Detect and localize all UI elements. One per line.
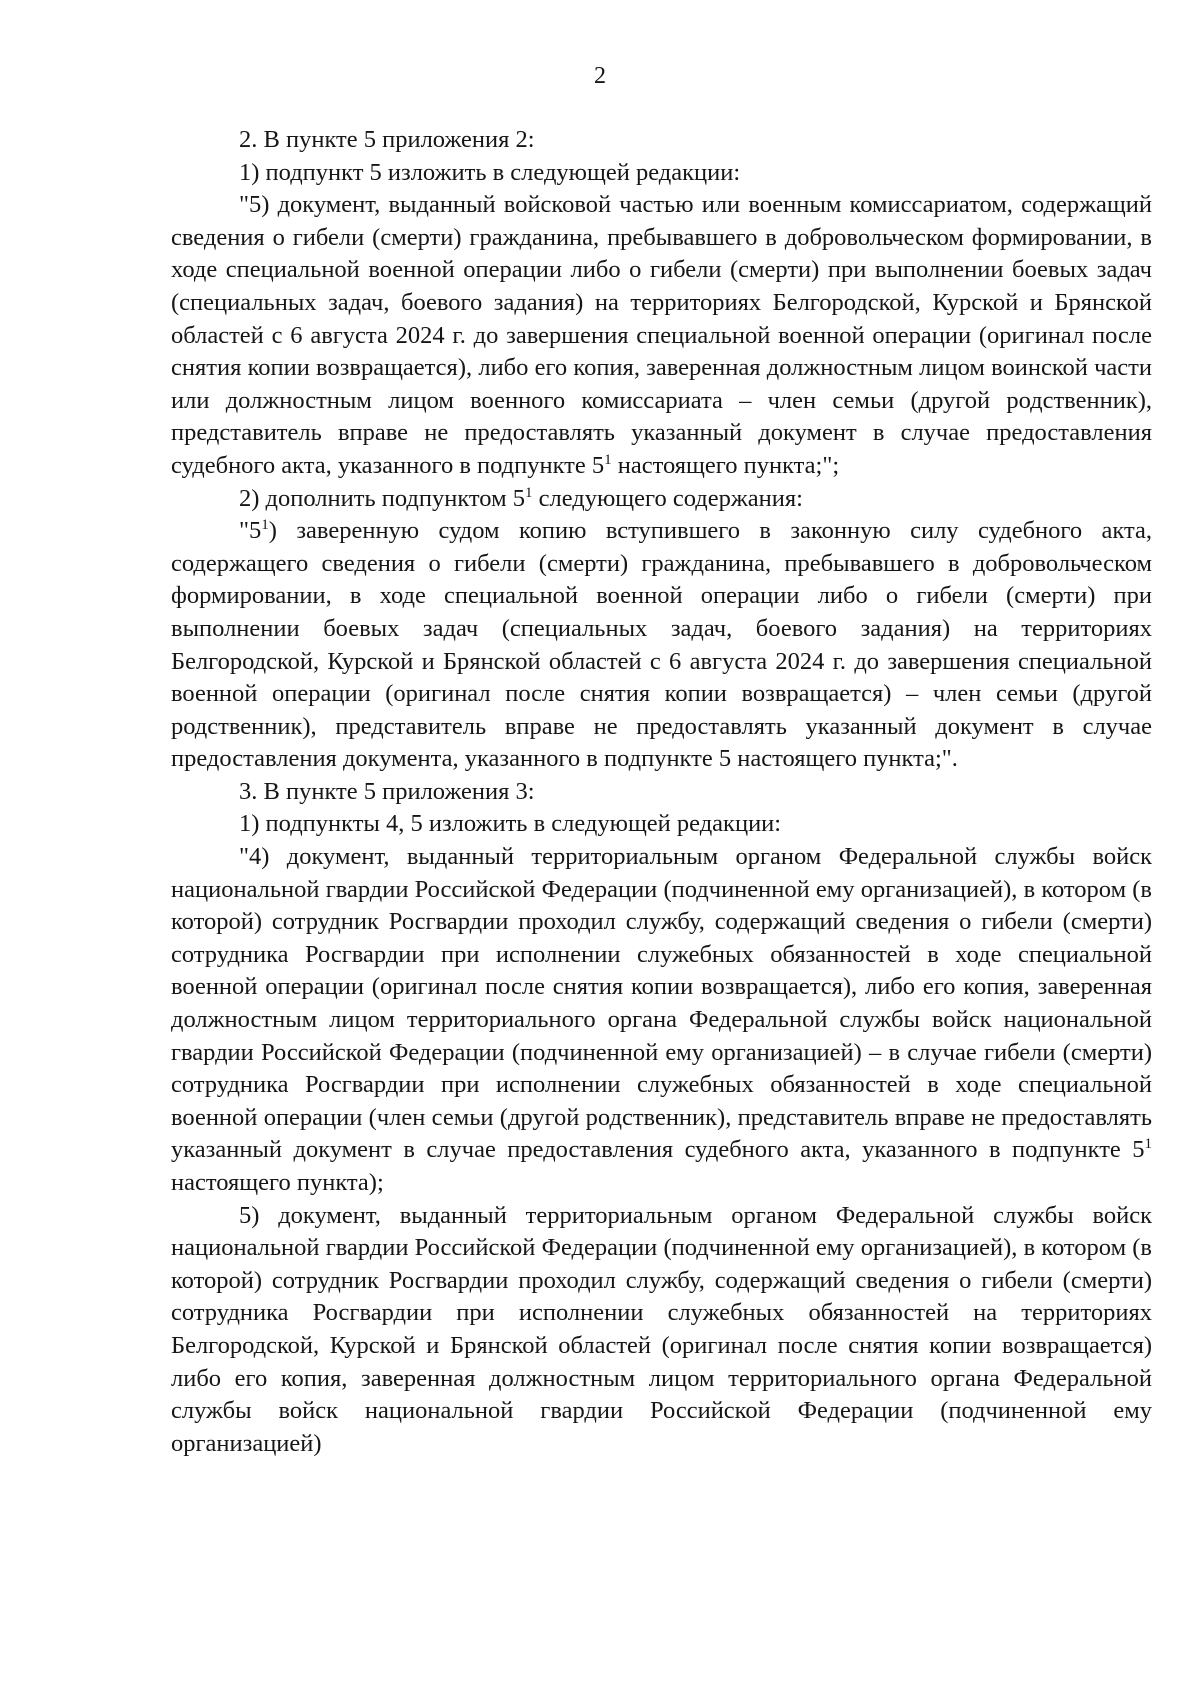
paragraph-subitem-1: 1) подпункт 5 изложить в следующей редакции: — [239, 158, 741, 186]
document-body — [171, 124, 1152, 1460]
superscript: 1 — [261, 516, 269, 533]
paragraph-item-3-heading: 3. В пункте 5 приложения 3: — [239, 777, 535, 805]
paragraph-subitem-1-b: 1) подпункты 4, 5 изложить в следующей редакции: — [239, 810, 782, 838]
paragraph-item-2-heading: 2. В пункте 5 приложения 2: — [239, 126, 535, 153]
superscript: 1 — [604, 451, 612, 468]
page-number: 2 — [594, 63, 606, 89]
paragraph-subitem-5-text: "5) документ, выданный войсковой частью или военным комиссариатом, содержащий сведения о гибели (смерти) гражданина, пребывавшего в добровольческом формировании, в ходе специальной военной операции либо о гибели (смерти) при выполнении боевых задач (специальных задач, боевого задания) на территориях Белгородской, Курской и Брянской областей с 6 августа 2024 г. до завершения специальной военной операции (оригинал после снятия копии возвращается), либо его копия, заверенная должностным лицом воинской части или должностным лицом военного комиссариата – член семьи (другой родственник), представитель вправе не предоставлять указанный документ в случае предоставления судебного акта, указанного в подпункте $5^1$ настоящего пункта;"; — [171, 191, 1152, 479]
paragraph-subitem-4-text: "4) документ, выданный территориальным органом Федеральной службы войск национальной гвардии Российской Федерации (подчиненной ему организацией), в котором (в которой) сотрудник Росгвардии проходил службу, содержащий сведения о гибели (смерти) сотрудника Росгвардии при исполнении служебных обязанностей в ходе специальной военной операции (оригинал после снятия копии возвращается), либо его копия, заверенная должностным лицом территориального органа Федеральной службы войск национальной гвардии Российской Федерации (подчиненной ему организацией) – в случае гибели (смерти) сотрудника Росгвардии при исполнении служебных обязанностей в ходе специальной военной операции (член семьи (другой родственник), представитель вправе не предоставлять указанный документ в случае предоставления судебного акта, указанного в подпункте $5^1$ настоящего пункта); — [171, 843, 1152, 1196]
paragraph-subitem-2: 2) дополнить подпунктом $5^1$ следующего содержания: — [239, 484, 803, 512]
paragraph-subitem-5-b-text: 5) документ, выданный территориальным органом Федеральной службы войск национальной гвардии Российской Федерации (подчиненной ему организацией), в котором (в которой) сотрудник Росгвардии проходил службу, содержащий сведения о гибели (смерти) сотрудника Росгвардии при исполнении служебных обязанностей на территориях Белгородской, Курской и Брянской областей (оригинал после снятия копии возвращается) либо его копия, заверенная должностным лицом территориального органа Федеральной службы войск национальной гвардии Российской Федерации (подчиненной ему организацией) — [171, 1201, 1152, 1457]
superscript: 1 — [1144, 1136, 1152, 1153]
paragraph-subitem-5-1-text: "$5^1$) заверенную судом копию вступившего в законную силу судебного акта, содержащего сведения о гибели (смерти) гражданина, пребывавшего в добровольческом формировании, в ходе специальной военной операции либо о гибели (смерти) при выполнении боевых задач (специальных задач, боевого задания) на территориях Белгородской, Курской и Брянской областей с 6 августа 2024 г. до завершения специальной военной операции (оригинал после снятия копии возвращается) – член семьи (другой родственник), представитель вправе не предоставлять указанный документ в случае предоставления документа, указанного в подпункте 5 настоящего пункта;". — [171, 516, 1152, 773]
superscript: 1 — [524, 484, 533, 501]
